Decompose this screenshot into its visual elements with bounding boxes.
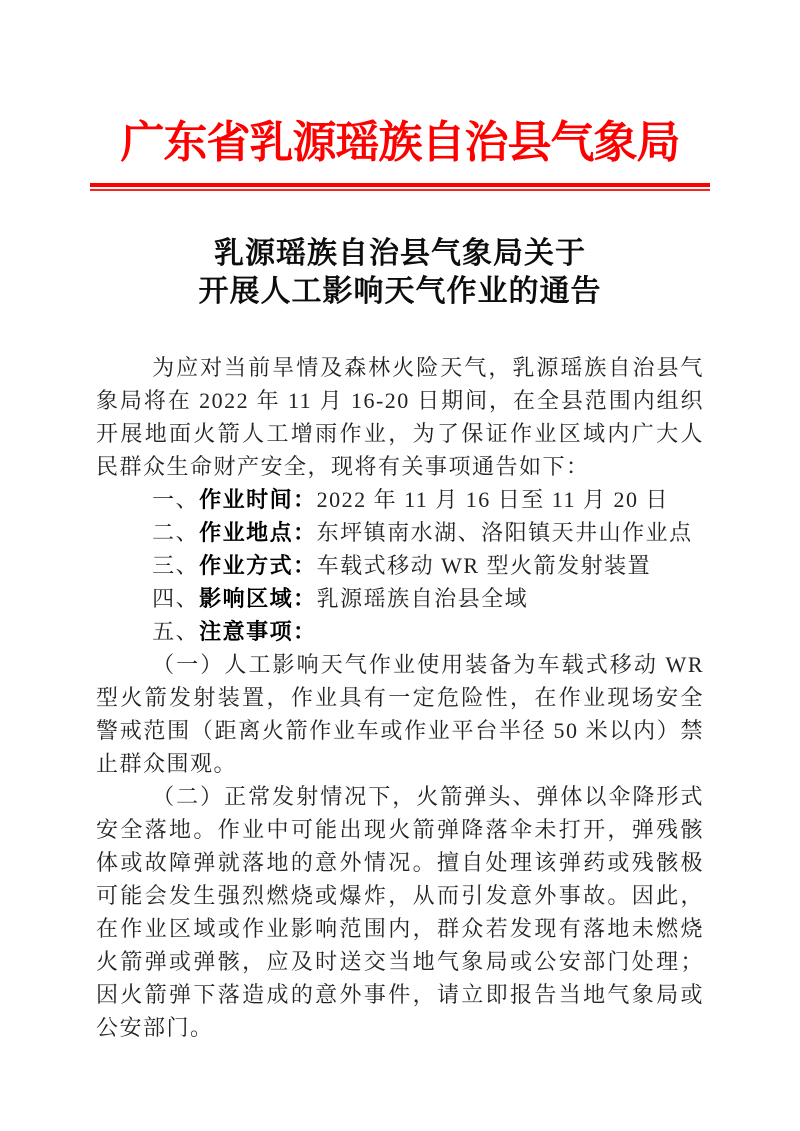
divider-thin-line [90,189,710,191]
item-label: 影响区域： [199,586,317,611]
item-label: 作业时间： [199,487,317,512]
intro-paragraph: 为应对当前旱情及森林火险天气，乳源瑶族自治县气象局将在 2022 年 11 月 16-20 日期间，在全县范围内组织开展地面火箭人工增雨作业，为了保证作业区域内广大人民群众生命财产安全，现将有关事项通告如下： [96,355,704,479]
item-number: 四、 [152,586,200,611]
divider-thick-line [90,183,710,187]
document-body [96,351,704,1044]
list-item-operation-location [96,516,704,549]
item-number: 三、 [152,553,200,578]
item-number: 五、 [152,619,200,644]
item-label: 注意事项： [199,619,317,644]
item-label: 作业地点： [199,520,317,545]
list-item-affected-area [96,582,704,615]
list-item-precautions [96,615,704,648]
note-paragraph-2: （二）正常发射情况下，火箭弹头、弹体以伞降形式安全落地。作业中可能出现火箭弹降落伞未打开，弹残骸体或故障弹就落地的意外情况。擅自处理该弹药或残骸极可能会发生强烈燃烧或爆炸，从而引发意外事故。因此，在作业区域或作业影响范围内，群众若发现有落地未燃烧火箭弹或弹骸，应及时送交当地气象局或公安部门处理；因火箭弹下落造成的意外事件，请立即报告当地气象局或公安部门。 [96,784,704,1040]
item-value: 车载式移动 WR 型火箭发射装置 [316,553,652,578]
list-item-operation-time [96,483,704,516]
document-title-line2: 开展人工影响天气作业的通告 [198,275,602,308]
agency-masthead: 广东省乳源瑶族自治县气象局 [120,118,680,167]
item-value: 乳源瑶族自治县全域 [316,586,529,611]
note-paragraph-1: （一）人工影响天气作业使用装备为车载式移动 WR 型火箭发射装置，作业具有一定危险性，在作业现场安全警戒范围（距离火箭作业车或作业平台半径 50 米以内）禁止群众围观。 [96,652,704,776]
item-number: 二、 [152,520,200,545]
item-value: 东坪镇南水湖、洛阳镇天井山作业点 [316,520,693,545]
item-value: 2022 年 11 月 16 日至 11 月 20 日 [316,487,669,512]
list-item-operation-method [96,549,704,582]
document-title-line1: 乳源瑶族自治县气象局关于 [214,237,586,270]
item-number: 一、 [152,487,200,512]
document-title [0,235,800,311]
item-label: 作业方式： [199,553,317,578]
masthead-divider [90,183,710,191]
